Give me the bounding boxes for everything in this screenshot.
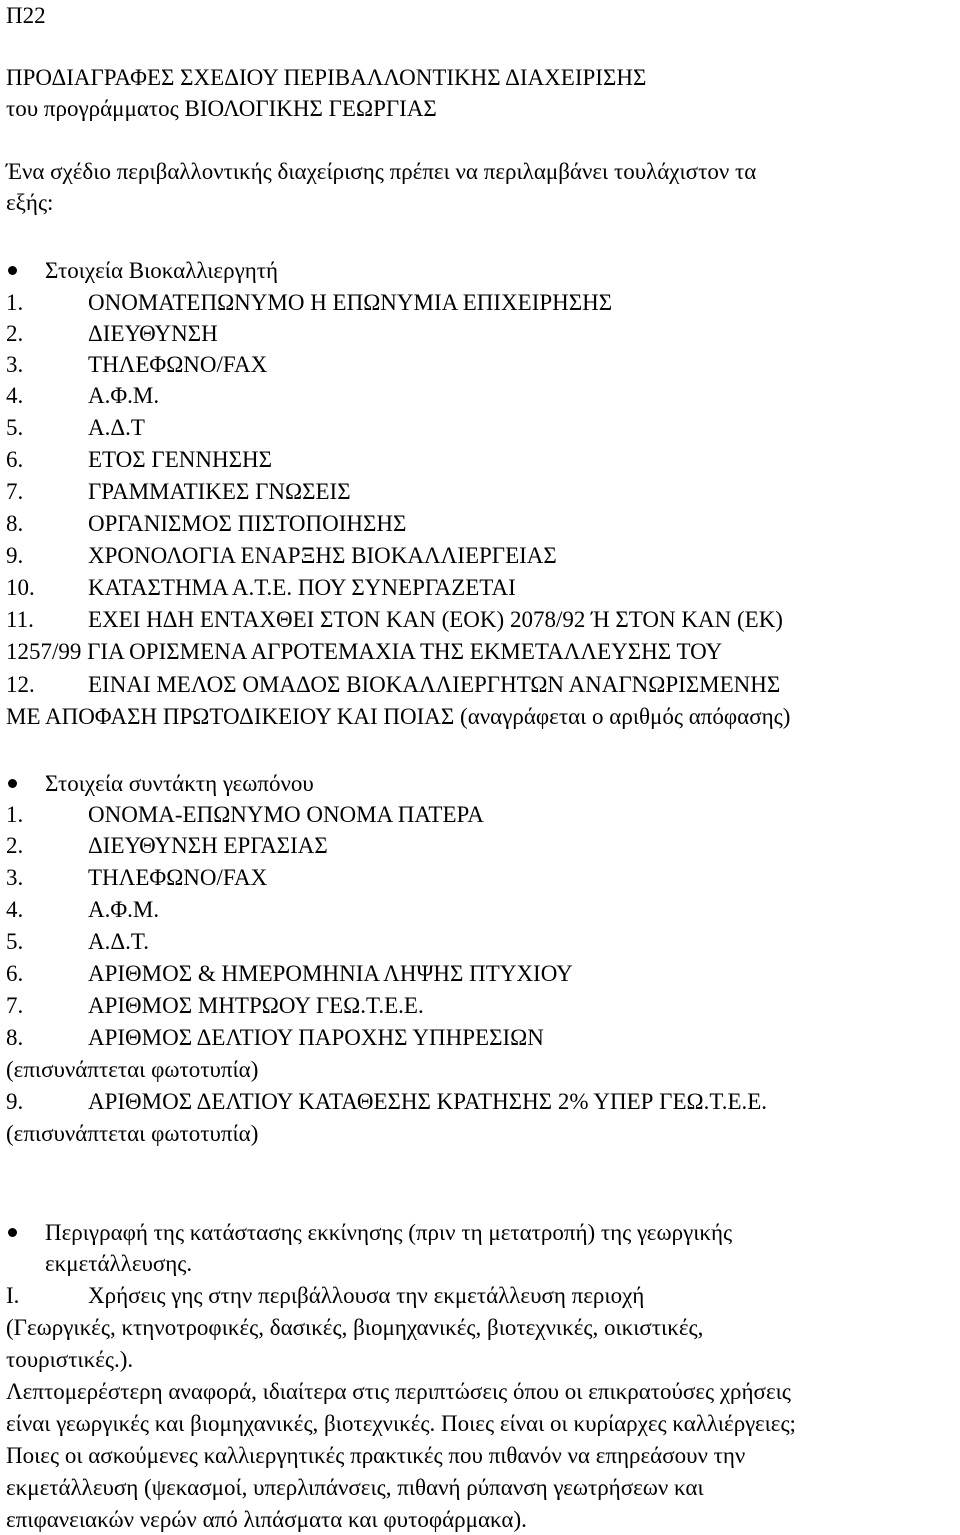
list-item: ΟΡΓΑΝΙΣΜΟΣ ΠΙΣΤΟΠΟΙΗΣΗΣ [88,511,407,536]
list-item: ΑΡΙΘΜΟΣ ΜΗΤΡΩΟΥ ΓΕΩ.Τ.Ε.Ε. [88,993,424,1018]
list-item-continuation: (επισυνάπτεται φωτοτυπία) [6,1121,259,1146]
list-item-number: 12. [6,672,35,697]
section-heading-producer: Στοιχεία Βιοκαλλιεργητή [45,258,279,283]
list-item-number: 7. [6,479,24,504]
list-item: ΕΙΝΑΙ ΜΕΛΟΣ ΟΜΑΔΟΣ ΒΙΟΚΑΛΛΙΕΡΓΗΤΩΝ ΑΝΑΓΝΩΡΙΣΜΕΝΗΣ [88,672,781,697]
list-item: ΔΙΕΥΘΥΝΣΗ ΕΡΓΑΣΙΑΣ [88,833,328,858]
list-item-number: 5. [6,929,24,954]
list-item-number: 1. [6,802,24,827]
list-item-number: 8. [6,511,24,536]
paragraph-line: επιφανειακών νερών από λιπάσματα και φυτοφάρμακα). [6,1507,527,1532]
list-item-number: 4. [6,383,24,408]
section-heading-agronomist: Στοιχεία συντάκτη γεωπόνου [45,771,314,796]
list-item-number: Ι. [6,1283,20,1308]
list-item: Χρήσεις γης στην περιβάλλουσα την εκμετάλλευση περιοχή [88,1283,645,1308]
bullet-icon [8,266,17,275]
list-item-number: 1. [6,290,24,315]
list-item: ΔΙΕΥΘΥΝΣΗ [88,321,218,346]
list-item-number: 9. [6,1089,24,1114]
paragraph-line: εκμετάλλευση (ψεκασμοί, υπερλιπάνσεις, πιθανή ρύπανση γεωτρήσεων και [6,1475,704,1500]
paragraph-line: Λεπτομερέστερη αναφορά, ιδιαίτερα στις περιπτώσεις όπου οι επικρατούσες χρήσεις [6,1379,791,1404]
list-item: ΤΗΛΕΦΩΝΟ/FAX [88,352,268,377]
list-item: Α.Φ.Μ. [88,897,160,922]
list-item: ΧΡΟΝΟΛΟΓΙΑ ΕΝΑΡΞΗΣ ΒΙΟΚΑΛΛΙΕΡΓΕΙΑΣ [88,543,557,568]
paragraph-line: είναι γεωργικές και βιομηχανικές, βιοτεχνικές. Ποιες είναι οι κυρίαρχες καλλιέργειες; [6,1411,796,1436]
list-item: Α.Φ.Μ. [88,383,160,408]
bullet-icon [8,779,17,788]
list-item: ΑΡΙΘΜΟΣ ΔΕΛΤΙΟΥ ΚΑΤΑΘΕΣΗΣ ΚΡΑΤΗΣΗΣ 2% ΥΠΕΡ ΓΕΩ.Τ.Ε.Ε. [88,1089,768,1114]
list-item: ΓΡΑΜΜΑΤΙΚΕΣ ΓΝΩΣΕΙΣ [88,479,351,504]
list-item-continuation: (Γεωργικές, κτηνοτροφικές, δασικές, βιομηχανικές, βιοτεχνικές, οικιστικές, [6,1315,704,1340]
list-item: ΑΡΙΘΜΟΣ & ΗΜΕΡΟΜΗΝΙΑ ΛΗΨΗΣ ΠΤΥΧΙΟΥ [88,961,573,986]
section-heading-initial-state: Περιγραφή της κατάστασης εκκίνησης (πριν τη μετατροπή) της γεωργικής [45,1220,733,1245]
list-item-continuation: (επισυνάπτεται φωτοτυπία) [6,1057,259,1082]
document-title: ΠΡΟΔΙΑΓΡΑΦΕΣ ΣΧΕΔΙΟΥ ΠΕΡΙΒΑΛΛΟΝΤΙΚΗΣ ΔΙΑΧΕΙΡΙΣΗΣ [6,65,647,90]
list-item: ΕΧΕΙ ΗΔΗ ΕΝΤΑΧΘΕΙ ΣΤΟΝ ΚΑΝ (ΕΟΚ) 2078/92 Ή ΣΤΟΝ ΚΑΝ (ΕΚ) [88,607,783,632]
list-item: Α.Δ.Τ. [88,929,149,954]
list-item: ΑΡΙΘΜΟΣ ΔΕΛΤΙΟΥ ΠΑΡΟΧΗΣ ΥΠΗΡΕΣΙΩΝ [88,1025,544,1050]
list-item-continuation: 1257/99 ΓΙΑ ΟΡΙΣΜΕΝΑ ΑΓΡΟΤΕΜΑΧΙΑ ΤΗΣ ΕΚΜΕΤΑΛΛΕΥΣΗΣ ΤΟΥ [6,639,723,664]
list-item-number: 6. [6,961,24,986]
list-item-number: 8. [6,1025,24,1050]
list-item-number: 7. [6,993,24,1018]
list-item-number: 11. [6,607,34,632]
list-item: ΕΤΟΣ ΓΕΝΝΗΣΗΣ [88,447,272,472]
list-item: ΟΝΟΜΑ-ΕΠΩΝΥΜΟ ΟΝΟΜΑ ΠΑΤΕΡΑ [88,802,484,827]
list-item-number: 5. [6,415,24,440]
intro-text-line1: Ένα σχέδιο περιβαλλοντικής διαχείρισης πρέπει να περιλαμβάνει τουλάχιστον τα [6,159,757,184]
list-item: ΟΝΟΜΑΤΕΠΩΝΥΜΟ Η ΕΠΩΝΥΜΙΑ ΕΠΙΧΕΙΡΗΣΗΣ [88,290,613,315]
list-item-number: 10. [6,575,35,600]
bullet-icon [8,1228,17,1237]
list-item-number: 3. [6,865,24,890]
list-item-number: 2. [6,321,24,346]
page-number: Π22 [6,3,46,28]
list-item-number: 4. [6,897,24,922]
document-subtitle: του προγράμματος ΒΙΟΛΟΓΙΚΗΣ ΓΕΩΡΓΙΑΣ [6,96,437,121]
list-item-continuation: τουριστικές.). [6,1347,134,1372]
list-item: ΚΑΤΑΣΤΗΜΑ Α.Τ.Ε. ΠΟΥ ΣΥΝΕΡΓΑΖΕΤΑΙ [88,575,516,600]
list-item-number: 3. [6,352,24,377]
section-heading-initial-state-line2: εκμετάλλευσης. [45,1251,193,1276]
list-item-number: 9. [6,543,24,568]
list-item-number: 2. [6,833,24,858]
list-item-continuation: ΜΕ ΑΠΟΦΑΣΗ ΠΡΩΤΟΔΙΚΕΙΟΥ ΚΑΙ ΠΟΙΑΣ (αναγράφεται ο αριθμός απόφασης) [6,704,791,729]
intro-text-line2: εξής: [6,190,54,215]
list-item: Α.Δ.Τ [88,415,145,440]
list-item-number: 6. [6,447,24,472]
paragraph-line: Ποιες οι ασκούμενες καλλιεργητικές πρακτικές που πιθανόν να επηρεάσουν την [6,1443,746,1468]
list-item: ΤΗΛΕΦΩΝΟ/FAX [88,865,268,890]
